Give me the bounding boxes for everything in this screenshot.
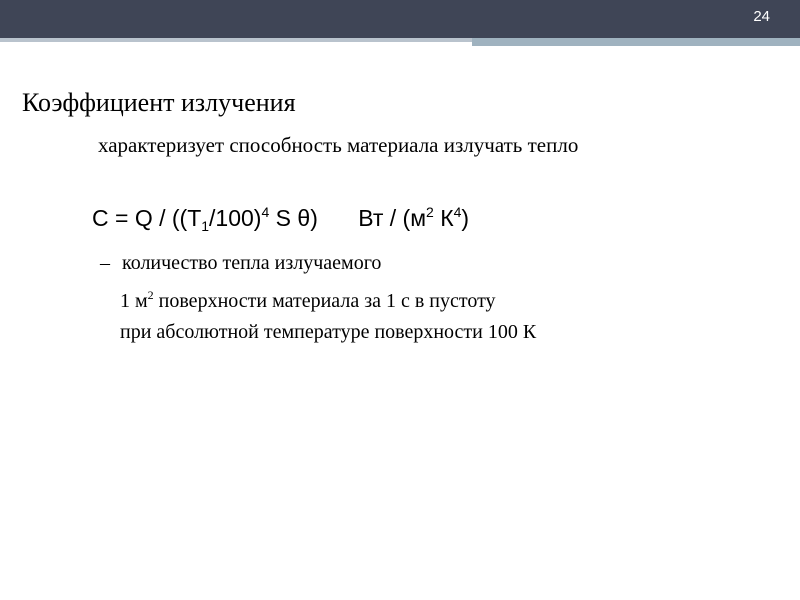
description-line-3: при абсолютной температуре поверхности 100 К [120,321,537,343]
formula [92,204,469,234]
units-mid: К [433,205,454,231]
description-line-2-suffix: поверхности материала за 1 с в пустоту [153,290,496,312]
header-band [0,0,800,38]
slide-subtitle: характеризует способность материала излучать тепло [98,133,579,157]
description-line-2-exponent: 2 [147,288,154,302]
units-prefix: Вт / (м [358,205,427,231]
units-suffix: ) [461,205,470,231]
description-line-2-prefix: 1 м [120,290,148,312]
formula-lhs: C = Q / ((T [92,205,202,231]
description-line-1-text: количество тепла излучаемого [122,252,382,274]
slide-title: Коэффициент излучения [22,88,296,117]
formula-t-subscript: 1 [201,218,210,234]
formula-units [358,205,469,231]
formula-exponent: 4 [261,204,270,220]
formula-mid: /100) [209,205,262,231]
units-exponent-2: 4 [453,204,462,220]
slide-number: 24 [753,8,770,25]
units-exponent-1: 2 [426,204,434,220]
formula-rest: S θ) [269,205,318,231]
description-line-2 [120,288,496,313]
description-line-1 [100,252,381,275]
header-accent [472,38,800,46]
dash-bullet: – [100,252,110,274]
